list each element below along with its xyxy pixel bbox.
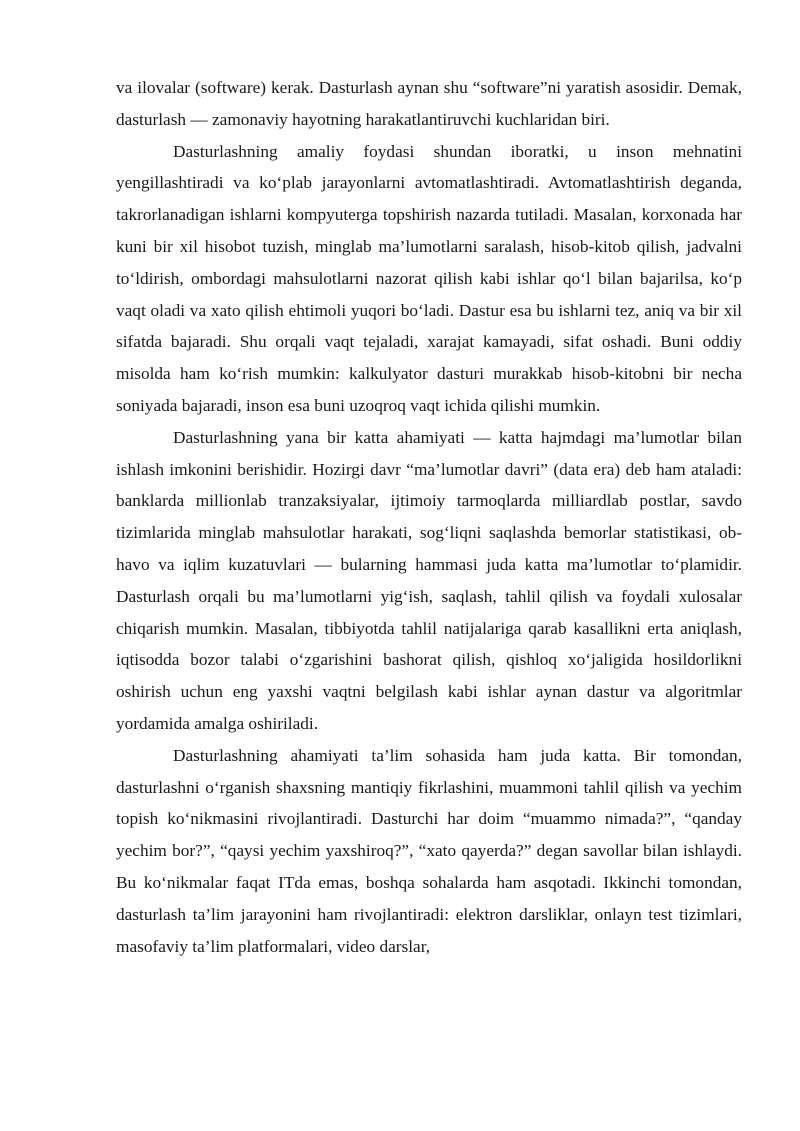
paragraph-3: Dasturlashning yana bir katta ahamiyati — katta hajmdagi ma’lumotlar bilan ishlash imkonini berishidir. Hozirgi davr “ma’lumotlar davri” (data era) deb ham ataladi: banklarda millionlab tranzaksiyalar, ijtimoiy tarmoqlarda milliardlab postlar, savdo tizimlarida minglab mahsulotlar harakati, sog‘liqni saqlashda bemorlar statistikasi, ob-havo va iqlim kuzatuvlari — bularning hammasi juda katta ma’lumotlar to‘plamidir. Dasturlash orqali bu ma’lumotlarni yig‘ish, saqlash, tahlil qilish va foydali xulosalar chiqarish mumkin. Masalan, tibbiyotda tahlil natijalariga qarab kasallikni erta aniqlash, iqtisodda bozor talabi o‘zgarishini bashorat qilish, qishloq xo‘jaligida hosildorlikni oshirish uchun eng yaxshi vaqtni belgilash kabi ishlar aynan dastur va algoritmlar yordamida amalga oshiriladi. [116, 427, 742, 733]
document-body [116, 72, 742, 962]
paragraph-2: Dasturlashning amaliy foydasi shundan iboratki, u inson mehnatini yengillashtiradi va ko‘plab jarayonlarni avtomatlashtiradi. Avtomatlashtirish deganda, takrorlanadigan ishlarni kompyuterga topshirish nazarda tutiladi. Masalan, korxonada har kuni bir xil hisobot tuzish, minglab ma’lumotlarni saralash, hisob-kitob qilish, jadvalni to‘ldirish, ombordagi mahsulotlarni nazorat qilish kabi ishlar qo‘l bilan bajarilsa, ko‘p vaqt oladi va xato qilish ehtimoli yuqori bo‘ladi. Dastur esa bu ishlarni tez, aniq va bir xil sifatda bajaradi. Shu orqali vaqt tejaladi, xarajat kamayadi, sifat oshadi. Buni oddiy misolda ham ko‘rish mumkin: kalkulyator dasturi murakkab hisob-kitobni bir necha soniyada bajaradi, inson esa buni uzoqroq vaqt ichida qilishi mumkin. [116, 141, 742, 415]
paragraph-1: va ilovalar (software) kerak. Dasturlash aynan shu “software”ni yaratish asosidir. Demak, dasturlash — zamonaviy hayotning harakatlantiruvchi kuchlaridan biri. [116, 78, 742, 129]
paragraph-4: Dasturlashning ahamiyati ta’lim sohasida ham juda katta. Bir tomondan, dasturlashni o‘rganish shaxsning mantiqiy fikrlashini, muammoni tahlil qilish va yechim topish ko‘nikmasini rivojlantiradi. Dasturchi har doim “muammo nimada?”, “qanday yechim bor?”, “qaysi yechim yaxshiroq?”, “xato qayerda?” degan savollar bilan ishlaydi. Bu ko‘nikmalar faqat ITda emas, boshqa sohalarda ham asqotadi. Ikkinchi tomondan, dasturlash ta’lim jarayonini ham rivojlantiradi: elektron darsliklar, onlayn test tizimlari, masofaviy ta’lim platformalari, video darslar, [116, 745, 742, 956]
